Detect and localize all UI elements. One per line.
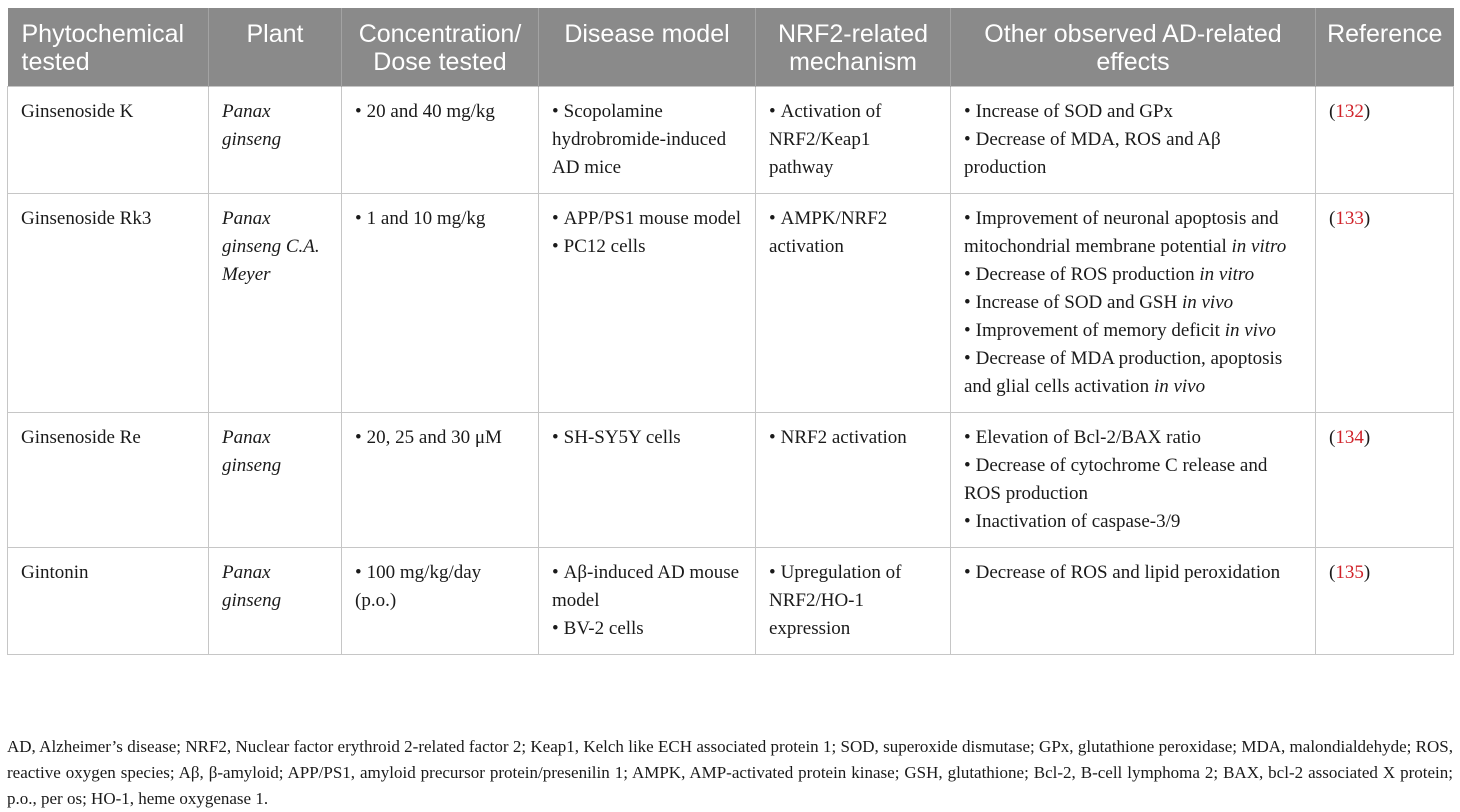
header-reference: Reference bbox=[1316, 8, 1454, 87]
cell-reference bbox=[1316, 548, 1454, 655]
list-item-text: Inactivation of caspase-3/9 bbox=[975, 511, 1181, 532]
bullet-icon: • bbox=[769, 427, 776, 448]
table-row bbox=[8, 413, 1454, 548]
list-item-text: Aβ-induced AD mouse model bbox=[552, 562, 740, 611]
reference-paren-open: ( bbox=[1329, 427, 1336, 448]
bullet-icon: • bbox=[964, 427, 971, 448]
list-item-text: Improvement of neuronal apoptosis and mitochondrial membrane potential bbox=[964, 208, 1279, 257]
cell-mechanism bbox=[756, 548, 951, 655]
list-item-text: Elevation of Bcl-2/BAX ratio bbox=[975, 427, 1201, 448]
cell-mechanism bbox=[756, 413, 951, 548]
bullet-icon: • bbox=[964, 264, 971, 285]
cell-effects bbox=[951, 548, 1316, 655]
reference-paren-open: ( bbox=[1329, 101, 1336, 122]
bullet-icon: • bbox=[769, 208, 776, 229]
cell-disease-model bbox=[539, 194, 756, 413]
list-item bbox=[964, 452, 1303, 508]
reference-link[interactable]: 134 bbox=[1335, 427, 1364, 448]
list-item-text: BV-2 cells bbox=[563, 618, 644, 639]
cell-dose bbox=[342, 413, 539, 548]
list-item bbox=[552, 424, 743, 452]
table-row bbox=[8, 194, 1454, 413]
list-item-text: 1 and 10 mg/kg bbox=[366, 208, 486, 229]
bullet-icon: • bbox=[769, 101, 776, 122]
reference-paren-close: ) bbox=[1363, 101, 1371, 122]
list-item-emphasis: in vivo bbox=[1181, 292, 1234, 313]
table-row bbox=[8, 87, 1454, 194]
bullet-icon: • bbox=[964, 562, 971, 583]
list-item-text: 20, 25 and 30 μM bbox=[366, 427, 502, 448]
reference-paren-open: ( bbox=[1329, 562, 1336, 583]
cell-phytochemical: Ginsenoside Re bbox=[8, 413, 209, 548]
list-item bbox=[964, 98, 1303, 126]
cell-reference bbox=[1316, 413, 1454, 548]
list-item-text: Decrease of ROS production bbox=[975, 264, 1200, 285]
table-header-row bbox=[8, 8, 1454, 87]
header-model: Disease model bbox=[539, 8, 756, 87]
list-item bbox=[964, 126, 1303, 182]
list-item-text: Improvement of memory deficit bbox=[975, 320, 1225, 341]
list-item bbox=[552, 205, 743, 233]
cell-plant: Panax ginseng bbox=[209, 548, 342, 655]
header-mechanism: NRF2-related mechanism bbox=[756, 8, 951, 87]
cell-plant: Panax ginseng bbox=[209, 413, 342, 548]
cell-mechanism bbox=[756, 87, 951, 194]
cell-plant: Panax ginseng C.A. Meyer bbox=[209, 194, 342, 413]
bullet-icon: • bbox=[964, 348, 971, 369]
list-item-text: PC12 cells bbox=[563, 236, 646, 257]
list-item bbox=[769, 98, 938, 182]
list-item bbox=[964, 205, 1303, 261]
header-dose: Concentration/ Dose tested bbox=[342, 8, 539, 87]
cell-phytochemical: Ginsenoside K bbox=[8, 87, 209, 194]
cell-dose bbox=[342, 548, 539, 655]
list-item-text: Upregulation of NRF2/HO-1 expression bbox=[769, 562, 902, 639]
list-item-text: NRF2 activation bbox=[780, 427, 907, 448]
list-item-text: APP/PS1 mouse model bbox=[563, 208, 742, 229]
bullet-icon: • bbox=[552, 427, 559, 448]
list-item bbox=[355, 205, 526, 233]
cell-reference bbox=[1316, 87, 1454, 194]
reference-link[interactable]: 133 bbox=[1335, 208, 1364, 229]
cell-phytochemical: Gintonin bbox=[8, 548, 209, 655]
bullet-icon: • bbox=[964, 320, 971, 341]
list-item-text: Increase of SOD and GPx bbox=[975, 101, 1173, 122]
reference-link[interactable]: 135 bbox=[1335, 562, 1364, 583]
phytochemical-table bbox=[7, 8, 1454, 655]
list-item bbox=[552, 233, 743, 261]
bullet-icon: • bbox=[964, 101, 971, 122]
header-effects: Other observed AD-related effects bbox=[951, 8, 1316, 87]
reference-link[interactable]: 132 bbox=[1335, 101, 1364, 122]
bullet-icon: • bbox=[552, 562, 559, 583]
reference-paren-close: ) bbox=[1363, 562, 1371, 583]
table-body bbox=[8, 87, 1454, 655]
list-item bbox=[769, 205, 938, 261]
list-item bbox=[552, 615, 743, 643]
list-item-text: Decrease of MDA, ROS and Aβ production bbox=[964, 129, 1221, 178]
cell-plant: Panax ginseng bbox=[209, 87, 342, 194]
list-item bbox=[964, 559, 1303, 587]
list-item bbox=[964, 289, 1303, 317]
list-item bbox=[769, 424, 938, 452]
list-item bbox=[355, 424, 526, 452]
bullet-icon: • bbox=[964, 455, 971, 476]
list-item-text: Scopolamine hydrobromide-induced AD mice bbox=[552, 101, 727, 178]
header-phytochemical: Phytochemical tested bbox=[8, 8, 209, 87]
cell-effects bbox=[951, 413, 1316, 548]
list-item-emphasis: in vitro bbox=[1199, 264, 1255, 285]
bullet-icon: • bbox=[355, 562, 362, 583]
list-item-text: Increase of SOD and GSH bbox=[975, 292, 1182, 313]
list-item-text: 100 mg/kg/day (p.o.) bbox=[355, 562, 482, 611]
header-plant: Plant bbox=[209, 8, 342, 87]
list-item-text: Decrease of cytochrome C release and ROS production bbox=[964, 455, 1268, 504]
list-item bbox=[355, 98, 526, 126]
bullet-icon: • bbox=[355, 427, 362, 448]
list-item bbox=[964, 345, 1303, 401]
bullet-icon: • bbox=[355, 208, 362, 229]
list-item-text: SH-SY5Y cells bbox=[563, 427, 681, 448]
cell-dose bbox=[342, 87, 539, 194]
bullet-icon: • bbox=[552, 208, 559, 229]
reference-paren-close: ) bbox=[1363, 427, 1371, 448]
list-item-emphasis: in vivo bbox=[1153, 376, 1206, 397]
cell-phytochemical: Ginsenoside Rk3 bbox=[8, 194, 209, 413]
list-item bbox=[552, 559, 743, 615]
cell-effects bbox=[951, 194, 1316, 413]
bullet-icon: • bbox=[964, 511, 971, 532]
list-item bbox=[964, 508, 1303, 536]
table-footnote: AD, Alzheimer’s disease; NRF2, Nuclear factor erythroid 2-related factor 2; Keap1, Kelch like ECH associated protein 1; SOD, superoxide dismutase; GPx, glutathione peroxidase; MDA, malondialdehyde; ROS, reactive oxygen species; Aβ, β-amyloid; APP/PS1, amyloid precursor protein/presenilin 1; AMPK, AMP-activated protein kinase; GSH, glutathione; Bcl-2, B-cell lymphoma 2; BAX, bcl-2 associated X protein; p.o., per os; HO-1, heme oxygenase 1. bbox=[7, 737, 1453, 808]
list-item bbox=[964, 317, 1303, 345]
bullet-icon: • bbox=[552, 236, 559, 257]
phytochemical-table-container bbox=[7, 8, 1453, 655]
cell-mechanism bbox=[756, 194, 951, 413]
list-item bbox=[769, 559, 938, 643]
list-item-text: Decrease of ROS and lipid peroxidation bbox=[975, 562, 1281, 583]
cell-disease-model bbox=[539, 548, 756, 655]
list-item-text: 20 and 40 mg/kg bbox=[366, 101, 495, 122]
bullet-icon: • bbox=[552, 101, 559, 122]
list-item bbox=[552, 98, 743, 182]
reference-paren-open: ( bbox=[1329, 208, 1336, 229]
cell-disease-model bbox=[539, 413, 756, 548]
reference-paren-close: ) bbox=[1363, 208, 1371, 229]
cell-disease-model bbox=[539, 87, 756, 194]
cell-dose bbox=[342, 194, 539, 413]
bullet-icon: • bbox=[964, 129, 971, 150]
bullet-icon: • bbox=[552, 618, 559, 639]
table-row bbox=[8, 548, 1454, 655]
bullet-icon: • bbox=[769, 562, 776, 583]
list-item bbox=[964, 424, 1303, 452]
list-item-text: Decrease of MDA production, apoptosis and glial cells activation bbox=[964, 348, 1283, 397]
list-item bbox=[964, 261, 1303, 289]
list-item-text: Activation of NRF2/Keap1 pathway bbox=[769, 101, 882, 178]
cell-reference bbox=[1316, 194, 1454, 413]
list-item-text: AMPK/NRF2 activation bbox=[769, 208, 888, 257]
bullet-icon: • bbox=[964, 208, 971, 229]
list-item-emphasis: in vivo bbox=[1224, 320, 1276, 341]
list-item bbox=[355, 559, 526, 615]
list-item-emphasis: in vitro bbox=[1231, 236, 1287, 257]
bullet-icon: • bbox=[355, 101, 362, 122]
bullet-icon: • bbox=[964, 292, 971, 313]
cell-effects bbox=[951, 87, 1316, 194]
